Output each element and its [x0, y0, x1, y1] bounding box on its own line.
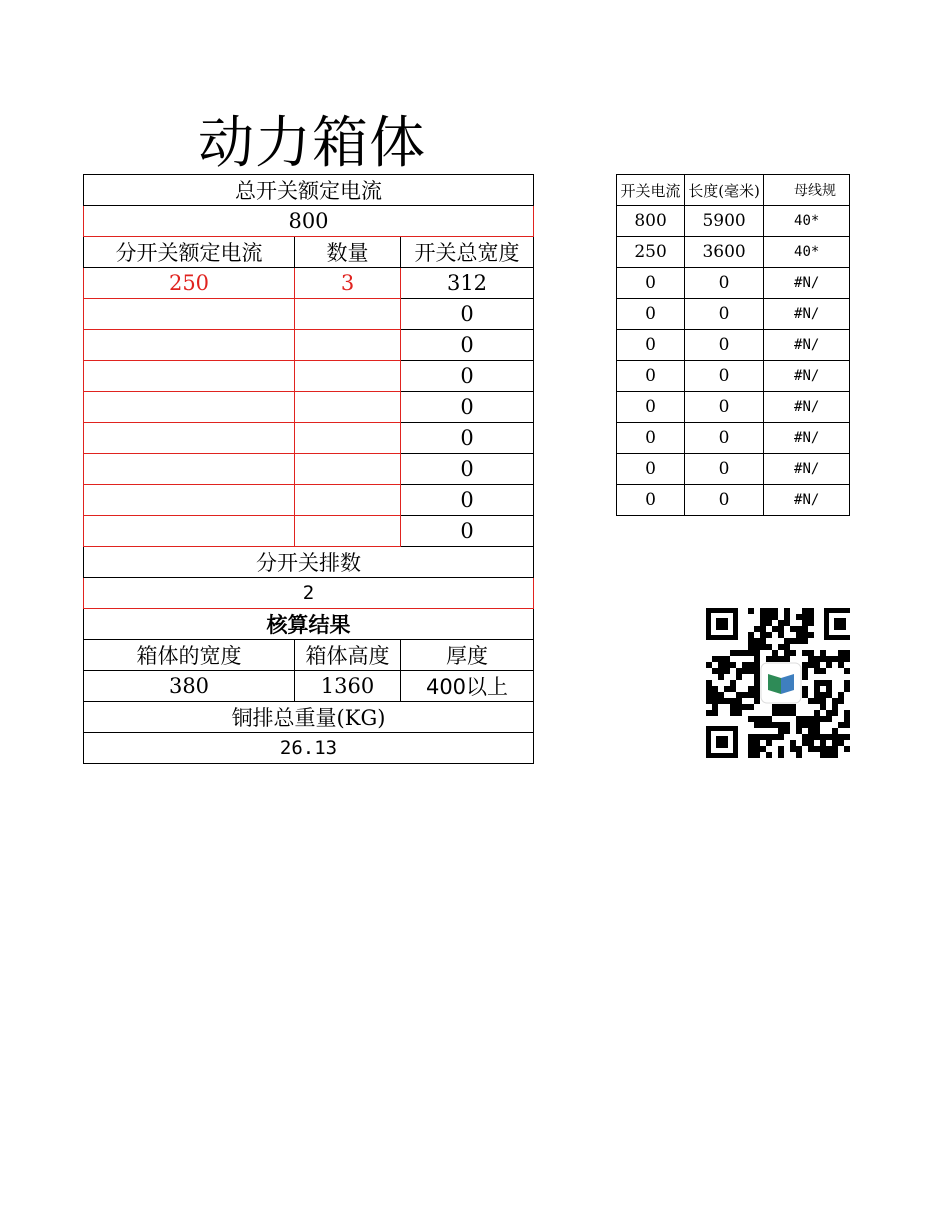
lookup-busbar: #N/: [764, 361, 850, 392]
quantity-input[interactable]: [295, 361, 401, 392]
lookup-current: 800: [617, 206, 685, 237]
sheet-title: 动力箱体: [198, 111, 426, 176]
quantity-input[interactable]: [295, 423, 401, 454]
lookup-busbar: #N/: [764, 268, 850, 299]
lookup-length: 0: [685, 454, 764, 485]
lookup-current: 0: [617, 330, 685, 361]
total-width-cell: 0: [401, 330, 534, 361]
total-width-cell: 0: [401, 454, 534, 485]
total-width-cell: 0: [401, 516, 534, 547]
table-row: [617, 330, 850, 361]
lookup-current: 0: [617, 454, 685, 485]
lookup-current: 0: [617, 423, 685, 454]
main-switch-label: 总开关额定电流: [84, 175, 534, 206]
table-row: [84, 268, 534, 299]
table-row: [84, 361, 534, 392]
table-row: [617, 454, 850, 485]
lookup-length: 0: [685, 485, 764, 516]
result-depth-label: 厚度: [401, 640, 534, 671]
total-width-cell: 0: [401, 361, 534, 392]
result-depth-value: 400以上: [401, 671, 534, 702]
lookup-length: 5900: [685, 206, 764, 237]
lookup-busbar: #N/: [764, 330, 850, 361]
lookup-length: 3600: [685, 237, 764, 268]
table-row: [617, 206, 850, 237]
quantity-input[interactable]: [295, 392, 401, 423]
lookup-length: 0: [685, 361, 764, 392]
lookup-busbar: #N/: [764, 299, 850, 330]
rows-count-label: 分开关排数: [84, 547, 534, 578]
lookup-busbar: #N/: [764, 392, 850, 423]
table-row: [617, 485, 850, 516]
col-quantity: 数量: [295, 237, 401, 268]
table-row: [84, 485, 534, 516]
lookup-busbar: 40*: [764, 206, 850, 237]
lookup-busbar: 40*: [764, 237, 850, 268]
quantity-input[interactable]: [295, 516, 401, 547]
branch-current-input[interactable]: [84, 330, 295, 361]
table-row: [84, 516, 534, 547]
result-width-value: 380: [84, 671, 295, 702]
branch-current-input[interactable]: [84, 361, 295, 392]
branch-current-input[interactable]: [84, 299, 295, 330]
branch-current-input[interactable]: [84, 423, 295, 454]
branch-current-input[interactable]: [84, 485, 295, 516]
total-width-cell: 312: [401, 268, 534, 299]
quantity-input[interactable]: [295, 330, 401, 361]
col-total-width: 开关总宽度: [401, 237, 534, 268]
total-width-cell: 0: [401, 485, 534, 516]
result-height-label: 箱体高度: [295, 640, 401, 671]
copper-weight-label: 铜排总重量(KG): [84, 702, 534, 733]
lookup-current: 0: [617, 485, 685, 516]
table-row: [617, 361, 850, 392]
table-row: [84, 330, 534, 361]
lookup-length: 0: [685, 392, 764, 423]
lookup-current: 0: [617, 299, 685, 330]
quantity-input[interactable]: 3: [295, 268, 401, 299]
col-branch-current: 分开关额定电流: [84, 237, 295, 268]
copper-weight-value: 26.13: [84, 733, 534, 764]
lookup-header-busbar: 母线规: [764, 175, 850, 206]
quantity-input[interactable]: [295, 485, 401, 516]
lookup-length: 0: [685, 330, 764, 361]
rows-count-input[interactable]: 2: [84, 578, 534, 609]
lookup-current: 250: [617, 237, 685, 268]
table-row: [617, 268, 850, 299]
table-row: [617, 423, 850, 454]
branch-current-input[interactable]: 250: [84, 268, 295, 299]
lookup-length: 0: [685, 423, 764, 454]
total-width-cell: 0: [401, 299, 534, 330]
branch-current-input[interactable]: [84, 454, 295, 485]
lookup-header-current: 开关电流: [617, 175, 685, 206]
lookup-table: [616, 174, 850, 516]
lookup-current: 0: [617, 268, 685, 299]
table-row: [84, 454, 534, 485]
table-row: [84, 299, 534, 330]
branch-current-input[interactable]: [84, 516, 295, 547]
total-width-cell: 0: [401, 392, 534, 423]
result-title: 核算结果: [84, 609, 534, 640]
result-height-value: 1360: [295, 671, 401, 702]
calculation-table: [83, 174, 534, 764]
main-switch-input[interactable]: 800: [84, 206, 534, 237]
table-row: [84, 392, 534, 423]
lookup-current: 0: [617, 392, 685, 423]
lookup-length: 0: [685, 268, 764, 299]
lookup-length: 0: [685, 299, 764, 330]
lookup-current: 0: [617, 361, 685, 392]
table-row: [617, 392, 850, 423]
quantity-input[interactable]: [295, 299, 401, 330]
qr-code-icon: [706, 608, 850, 758]
branch-current-input[interactable]: [84, 392, 295, 423]
lookup-busbar: #N/: [764, 423, 850, 454]
result-width-label: 箱体的宽度: [84, 640, 295, 671]
total-width-cell: 0: [401, 423, 534, 454]
quantity-input[interactable]: [295, 454, 401, 485]
lookup-busbar: #N/: [764, 454, 850, 485]
table-row: [617, 299, 850, 330]
table-row: [84, 423, 534, 454]
lookup-busbar: #N/: [764, 485, 850, 516]
lookup-header-length: 长度(毫米): [685, 175, 764, 206]
lookup-table-viewport: [616, 174, 850, 524]
table-row: [617, 237, 850, 268]
